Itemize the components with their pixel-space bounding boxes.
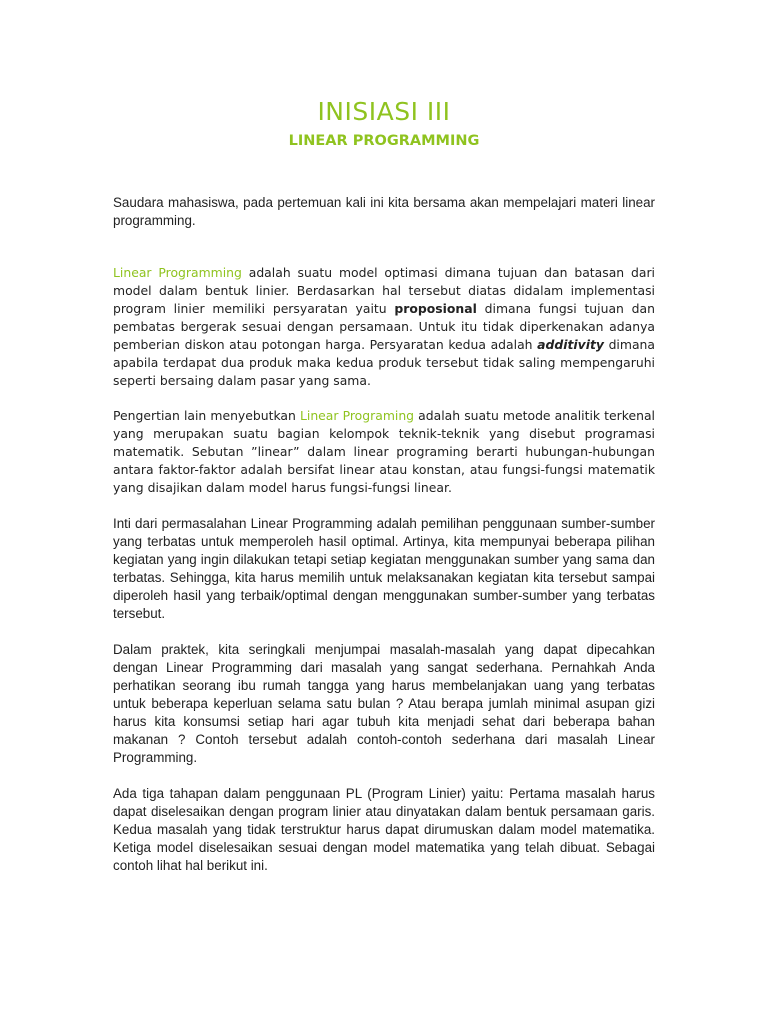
paragraph-text: Pengertian lain menyebutkan [113,408,300,423]
page-title: INISIASI III [317,97,451,126]
practice-paragraph: Dalam praktek, kita seringkali menjumpai masalah-masalah yang dapat dipecahkan dengan Linear Programming dari masalah yang sangat sederhana. Pernahkah Anda perhatikan seorang ibu rumah tangga yang harus membelanjakan uang yang terbatas untuk beberapa keperluan selama satu bulan ? Atau berapa jumlah minimal asupan gizi harus kita konsumsi setiap hari agar tubuh kita menjadi sehat dari beberapa bahan makanan ? Contoh tersebut adalah contoh-contoh sederhana dari masalah Linear Programming. [113,642,655,765]
document-page [113,0,655,875]
term-linear-programing: Linear Programing [299,408,415,423]
paragraph-text: adalah suatu model optimasi dimana tujuan dan batasan dari model dalam bentuk linier. Berdasarkan hal tersebut diatas didalam implementasi program linier memiliki persyaratan yaitu [113,265,655,316]
intro-paragraph: Saudara mahasiswa, pada pertemuan kali ini kita bersama akan mempelajari materi linear programming. [113,195,655,228]
term-proposional: proposional [394,301,477,316]
paragraph-text: dimana fungsi tujuan dan pembatas bergerak sesuai dengan persamaan. Untuk itu tidak diperkenakan adanya pemberian diskon atau potongan harga. Persyaratan kedua adalah [113,301,655,352]
alternative-definition-paragraph [113,407,655,497]
term-linear-programming: Linear Programming [113,265,242,280]
paragraph-text: dimana apabila terdapat dua produk maka kedua produk tersebut tidak saling mempengaruhi seperti bersaing dalam pasar yang sama. [113,337,655,388]
stages-paragraph: Ada tiga tahapan dalam penggunaan PL (Program Linier) yaitu: Pertama masalah harus dapat diselesaikan dengan program linier atau dinyatakan dalam bentuk persamaan garis. Kedua masalah yang tidak terstruktur harus dapat dirumuskan dalam model matematika. Ketiga model diselesaikan sesuai dengan model matematika yang telah dibuat. Sebagai contoh lihat hal berikut ini. [113,786,655,873]
core-problem-paragraph: Inti dari permasalahan Linear Programming adalah pemilihan penggunaan sumber-sumber yang terbatas untuk memperoleh hasil optimal. Artinya, kita mempunyai beberapa pilihan kegiatan yang ingin dilakukan tetapi setiap kegiatan menggunakan sumber yang sama dan terbatas. Sehingga, kita harus memilih untuk melaksanakan kegiatan kita tersebut sampai diperoleh hasil yang terbaik/optimal dengan menggunakan sumber-sumber yang terbatas tersebut. [113,516,655,621]
paragraph-text: adalah suatu metode analitik terkenal yang merupakan suatu bagian kelompok teknik-teknik yang disebut programasi matematik. Sebutan ”linear” dalam linear programing berarti hubungan-hubungan antara faktor-faktor adalah bersifat linear atau konstan, atau fungsi-fungsi matematik yang disajikan dalam model harus fungsi-fungsi linear. [113,408,655,495]
definition-paragraph [113,264,655,390]
page-subtitle: LINEAR PROGRAMMING [288,133,480,149]
term-additivity: additivity [537,337,604,352]
